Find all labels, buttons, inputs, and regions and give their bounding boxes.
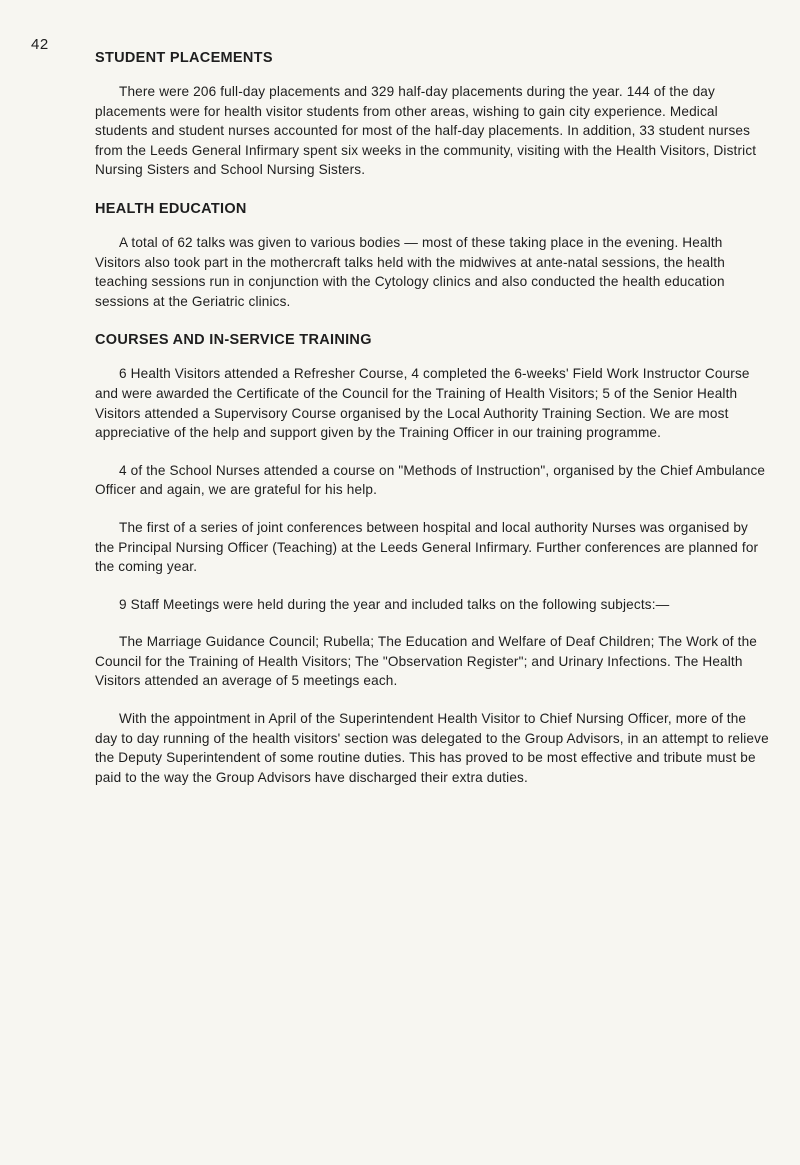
paragraph-staff-meetings: 9 Staff Meetings were held during the year and included talks on the following subjects:— bbox=[119, 596, 670, 612]
paragraph-health-education: A total of 62 talks was given to various bodies — most of these taking place in the evening. Health Visitors also took part in the mothercraft talks held with the midwives at ante-natal sessions, the health teaching sessions run in conjunction with the Cytology clinics and also conducted the health education sessions at the Geriatric clinics. bbox=[95, 234, 725, 309]
heading-health-education: HEALTH EDUCATION bbox=[95, 200, 247, 217]
paragraph-student-placements: There were 206 full-day placements and 329 half-day placements during the year. 144 of the day placements were for health visitor students from other areas, wishing to gain city experience. Medical students and student nurses accounted for most of the half-day placements. In addition, 33 student nurses from the Leeds General Infirmary spent six weeks in the community, visiting with the Health Visitors, District Nursing Sisters and School Nursing Sisters. bbox=[95, 84, 757, 178]
paragraph-superintendent-appointment: With the appointment in April of the Superintendent Health Visitor to Chief Nursing Officer, more of the day to day running of the health visitors' section was delegated to the Group Advisors, in an attempt to relieve the Deputy Superintendent of some routine duties. This has proved to be most effective and tribute must be paid to the way the Group Advisors have discharged their extra duties. bbox=[95, 711, 769, 785]
paragraph-refresher-course: 6 Health Visitors attended a Refresher Course, 4 completed the 6-weeks' Field Work Instructor Course and were awarded the Certificate of the Council for the Training of Health Visitors; 5 of the Senior Health Visitors attended a Supervisory Course organised by the Local Authority Training Section. We are most appreciative of the help and support given by the Training Officer in our training programme. bbox=[95, 366, 750, 441]
paragraph-joint-conferences: The first of a series of joint conferences between hospital and local authority Nurses was organised by the Principal Nursing Officer (Teaching) at the Leeds General Infirmary. Further conferences are planned for the coming year. bbox=[95, 519, 759, 575]
document-body bbox=[95, 50, 770, 787]
page-number: 42 bbox=[31, 36, 49, 53]
paragraph-school-nurses: 4 of the School Nurses attended a course on "Methods of Instruction", organised by the Chief Ambulance Officer and again, we are grateful for his help. bbox=[95, 462, 766, 498]
heading-courses-training: COURSES AND IN-SERVICE TRAINING bbox=[95, 332, 372, 349]
heading-student-placements: STUDENT PLACEMENTS bbox=[95, 50, 273, 66]
paragraph-meeting-subjects: The Marriage Guidance Council; Rubella; The Education and Welfare of Deaf Children; The Work of the Council for the Training of Health Visitors; The "Observation Register"; and Urinary Infections. The Health Visitors attended an average of 5 meetings each. bbox=[95, 634, 757, 689]
